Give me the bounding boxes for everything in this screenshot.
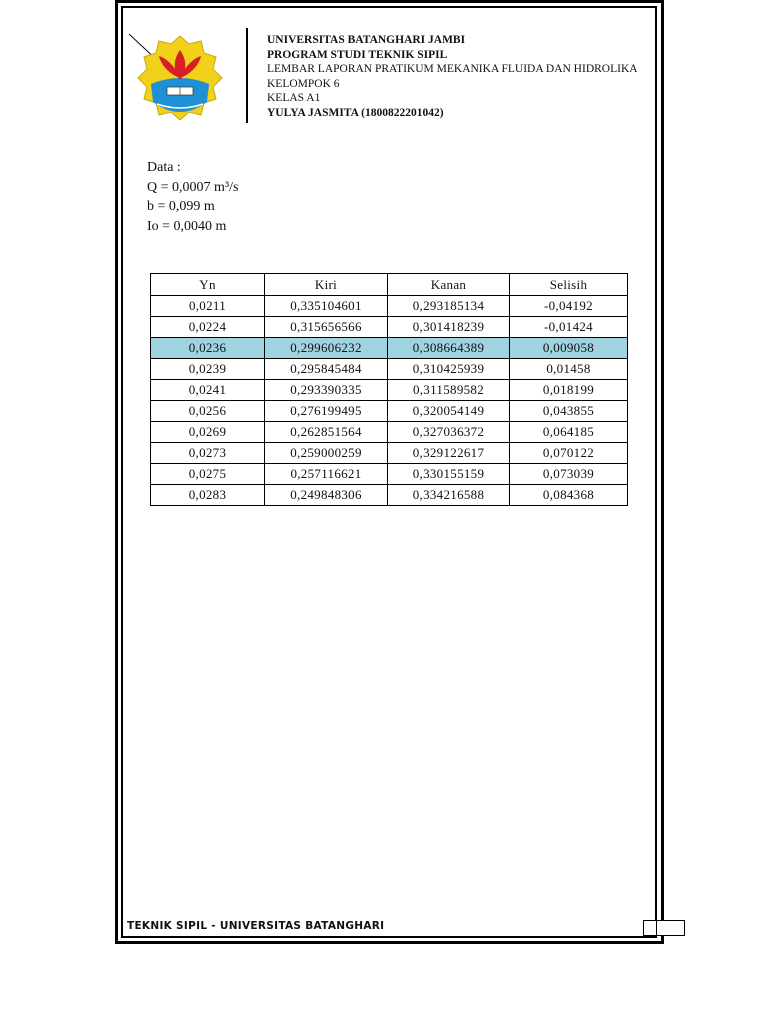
cell-yn: 0,0236 bbox=[151, 338, 265, 359]
column-header-kiri: Kiri bbox=[265, 274, 388, 296]
cell-kanan: 0,334216588 bbox=[388, 485, 510, 506]
cell-kanan: 0,327036372 bbox=[388, 422, 510, 443]
data-label: Data : bbox=[147, 160, 181, 175]
group-label: KELOMPOK 6 bbox=[267, 77, 340, 90]
cell-yn: 0,0241 bbox=[151, 380, 265, 401]
cell-kiri: 0,257116621 bbox=[265, 464, 388, 485]
cell-kiri: 0,315656566 bbox=[265, 317, 388, 338]
cell-yn: 0,0275 bbox=[151, 464, 265, 485]
university-logo-icon bbox=[129, 32, 232, 120]
cell-yn: 0,0269 bbox=[151, 422, 265, 443]
cell-selisih: 0,01458 bbox=[510, 359, 628, 380]
cell-kiri: 0,262851564 bbox=[265, 422, 388, 443]
table-row bbox=[151, 296, 628, 317]
document-header bbox=[267, 33, 638, 120]
data-block bbox=[147, 158, 238, 236]
table-row bbox=[151, 401, 628, 422]
program-name: PROGRAM STUDI TEKNIK SIPIL bbox=[267, 48, 448, 61]
cell-kanan: 0,308664389 bbox=[388, 338, 510, 359]
cell-kanan: 0,293185134 bbox=[388, 296, 510, 317]
data-q: Q = 0,0007 m³/s bbox=[147, 179, 239, 195]
university-name: UNIVERSITAS BATANGHARI JAMBI bbox=[267, 34, 466, 46]
table-row bbox=[151, 338, 628, 359]
footer-label: TEKNIK SIPIL - UNIVERSITAS BATANGHARI bbox=[127, 920, 385, 932]
cell-kanan: 0,310425939 bbox=[388, 359, 510, 380]
cell-selisih: 0,073039 bbox=[510, 464, 628, 485]
cell-kiri: 0,276199495 bbox=[265, 401, 388, 422]
cell-kanan: 0,311589582 bbox=[388, 380, 510, 401]
table-row bbox=[151, 422, 628, 443]
table-row bbox=[151, 359, 628, 380]
header-divider bbox=[246, 28, 248, 123]
cell-kanan: 0,301418239 bbox=[388, 317, 510, 338]
column-header-selisih: Selisih bbox=[510, 274, 628, 296]
cell-selisih: -0,04192 bbox=[510, 296, 628, 317]
table-row bbox=[151, 443, 628, 464]
table-row bbox=[151, 485, 628, 506]
cell-kiri: 0,293390335 bbox=[265, 380, 388, 401]
table-row bbox=[151, 380, 628, 401]
cell-yn: 0,0224 bbox=[151, 317, 265, 338]
cell-selisih: 0,043855 bbox=[510, 401, 628, 422]
cell-selisih: 0,018199 bbox=[510, 380, 628, 401]
cell-yn: 0,0211 bbox=[151, 296, 265, 317]
results-table bbox=[150, 273, 628, 506]
cell-selisih: 0,064185 bbox=[510, 422, 628, 443]
table-header-row bbox=[151, 274, 628, 296]
data-io: Io = 0,0040 m bbox=[147, 218, 227, 234]
table-row bbox=[151, 317, 628, 338]
column-header-yn: Yn bbox=[151, 274, 265, 296]
cell-selisih: 0,084368 bbox=[510, 485, 628, 506]
cell-selisih: 0,070122 bbox=[510, 443, 628, 464]
cell-kanan: 0,330155159 bbox=[388, 464, 510, 485]
cell-yn: 0,0283 bbox=[151, 485, 265, 506]
page-number-box bbox=[643, 920, 685, 936]
cell-kiri: 0,299606232 bbox=[265, 338, 388, 359]
cell-kiri: 0,295845484 bbox=[265, 359, 388, 380]
cell-kanan: 0,320054149 bbox=[388, 401, 510, 422]
cell-kiri: 0,259000259 bbox=[265, 443, 388, 464]
table-row bbox=[151, 464, 628, 485]
cell-yn: 0,0239 bbox=[151, 359, 265, 380]
cell-kiri: 0,249848306 bbox=[265, 485, 388, 506]
cell-selisih: -0,01424 bbox=[510, 317, 628, 338]
cell-kiri: 0,335104601 bbox=[265, 296, 388, 317]
cell-selisih: 0,009058 bbox=[510, 338, 628, 359]
report-title: LEMBAR LAPORAN PRATIKUM MEKANIKA FLUIDA DAN HIDROLIKA bbox=[267, 63, 638, 75]
cell-kanan: 0,329122617 bbox=[388, 443, 510, 464]
column-header-kanan: Kanan bbox=[388, 274, 510, 296]
data-b: b = 0,099 m bbox=[147, 199, 215, 214]
cell-yn: 0,0256 bbox=[151, 401, 265, 422]
cell-yn: 0,0273 bbox=[151, 443, 265, 464]
class-label: KELAS A1 bbox=[267, 92, 321, 104]
student-label: YULYA JASMITA (1800822201042) bbox=[267, 106, 444, 119]
